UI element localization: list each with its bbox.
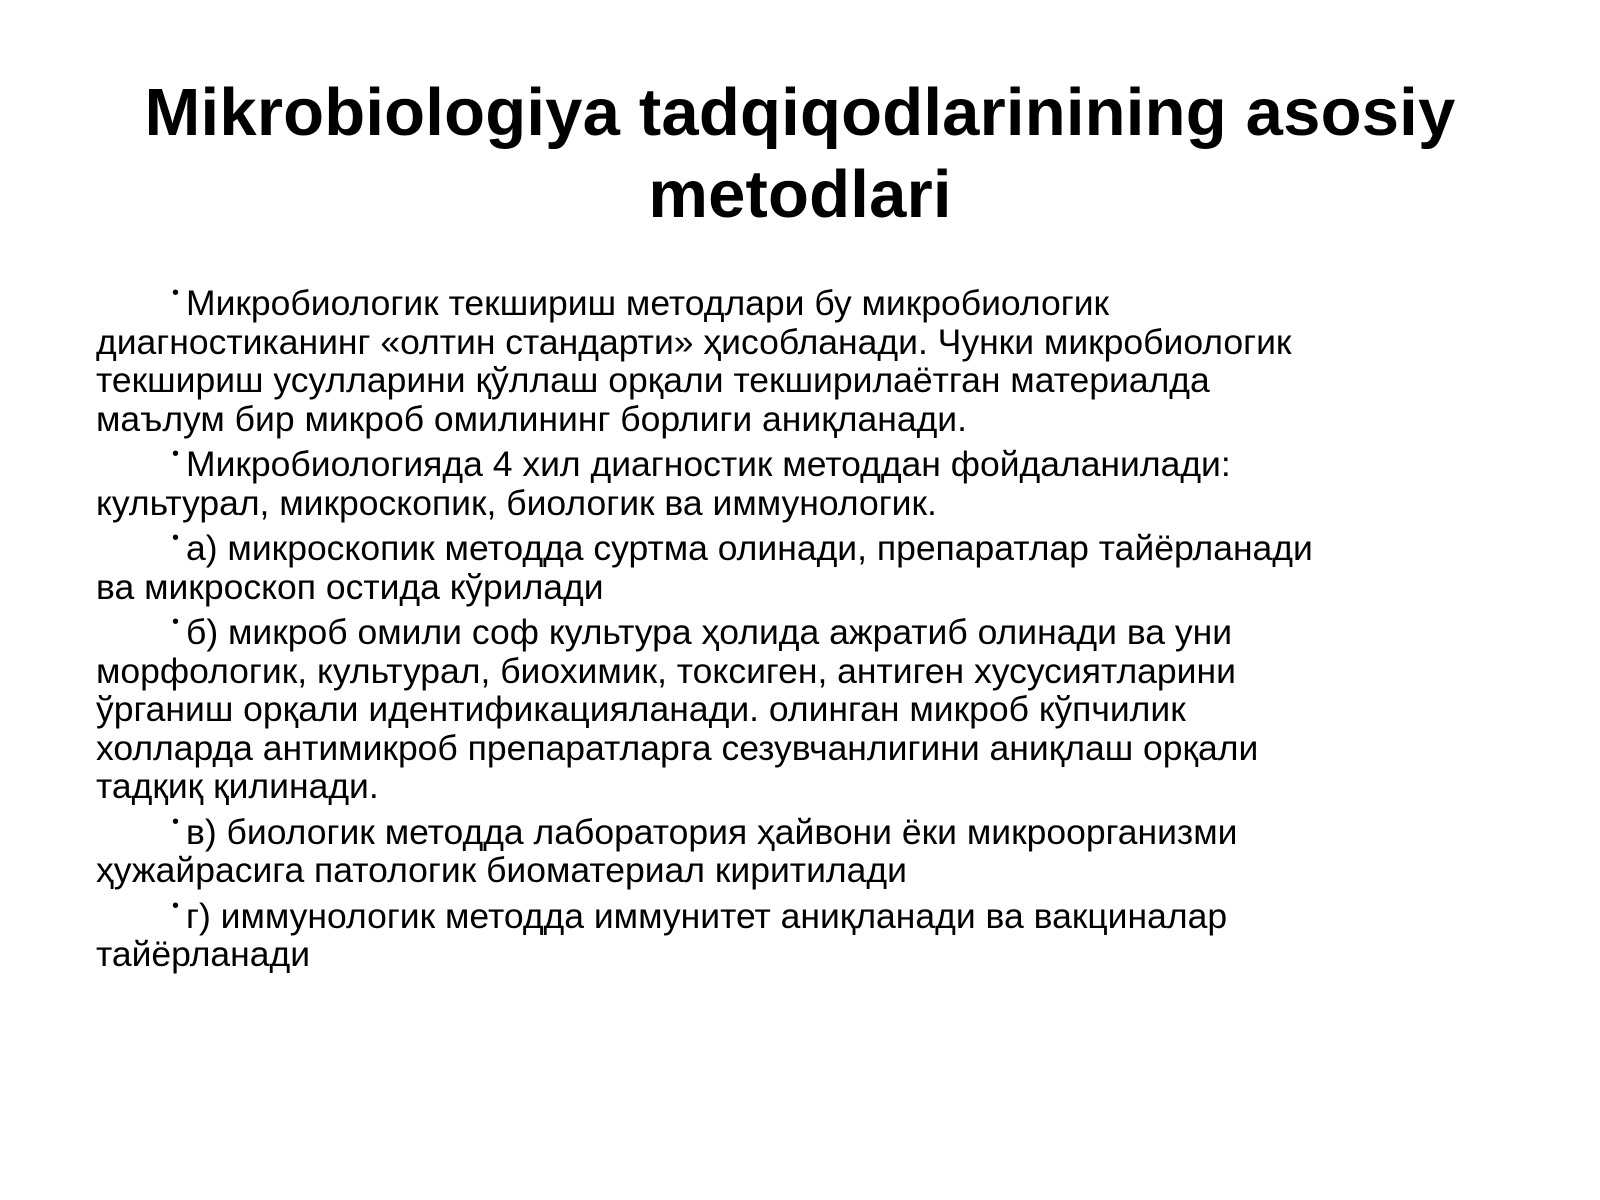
paragraph-line <box>96 529 1496 568</box>
paragraph-line: диагностиканинг «олтин стандарти» ҳисобланади. Чунки микробиологик <box>96 321 1292 362</box>
slide-title <box>60 72 1540 236</box>
paragraph-line-text: в) биологик методда лаборатория ҳайвони ёки микроорганизми <box>186 811 1238 852</box>
paragraph-line-text: б) микроб омили соф культура ҳолида ажратиб олинади ва уни <box>186 612 1233 652</box>
slide-title-line-1: Mikrobiologiya tadqiqodlarinining asosiy <box>144 75 1456 150</box>
paragraph-line-text: Микробиологик текшириш методлари бу микробиологик <box>186 283 1110 323</box>
paragraph-line: морфологик, культурал, биохимик, токсиген, антиген хусусиятларини <box>96 650 1236 691</box>
bullet-paragraph <box>96 445 1496 522</box>
bullet-icon: • <box>172 527 180 549</box>
bullet-paragraph <box>96 613 1496 806</box>
paragraph-line: холларда антимикроб препаратларга сезувчанлигини аниқлаш орқали <box>96 727 1259 768</box>
paragraph-line-text: Микробиологияда 4 хил диагностик методдан фойдаланилади: <box>186 444 1231 484</box>
bullet-list <box>96 284 1496 981</box>
bullet-icon: • <box>172 894 180 917</box>
bullet-paragraph <box>96 810 1496 890</box>
paragraph-line <box>96 894 1496 936</box>
paragraph-line: тадқиқ қилинади. <box>96 766 379 806</box>
paragraph-line: культурал, микроскопик, биологик ва иммунологик. <box>96 482 937 523</box>
bullet-paragraph <box>96 284 1496 438</box>
paragraph-line <box>96 445 1496 484</box>
bullet-icon: • <box>172 611 180 633</box>
paragraph-line-text: г) иммунологик методда иммунитет аниқланади ва вакциналар <box>186 895 1228 936</box>
paragraph-line: ҳужайрасига патологик биоматериал киритилади <box>96 850 907 890</box>
paragraph-line: ўрганиш орқали идентификацияланади. олинган микроб кўпчилик <box>96 689 1186 729</box>
paragraph-line: ва микроскоп остида кўрилади <box>96 566 604 607</box>
paragraph-line <box>96 810 1496 852</box>
bullet-icon: • <box>172 810 180 833</box>
bullet-icon: • <box>172 282 180 304</box>
bullet-paragraph <box>96 529 1496 606</box>
paragraph-line: текшириш усулларини қўллаш орқали текширилаётган материалда <box>96 360 1210 400</box>
bullet-paragraph <box>96 894 1496 974</box>
paragraph-line <box>96 613 1496 652</box>
paragraph-line: маълум бир микроб омилининг борлиги аниқланади. <box>96 398 967 439</box>
bullet-icon: • <box>172 443 180 465</box>
slide-title-line-2: metodlari <box>648 157 952 232</box>
paragraph-line-text: а) микроскопик методда суртма олинади, препаратлар тайёрланади <box>186 528 1313 568</box>
paragraph-line <box>96 284 1496 323</box>
paragraph-line: тайёрланади <box>96 934 311 974</box>
